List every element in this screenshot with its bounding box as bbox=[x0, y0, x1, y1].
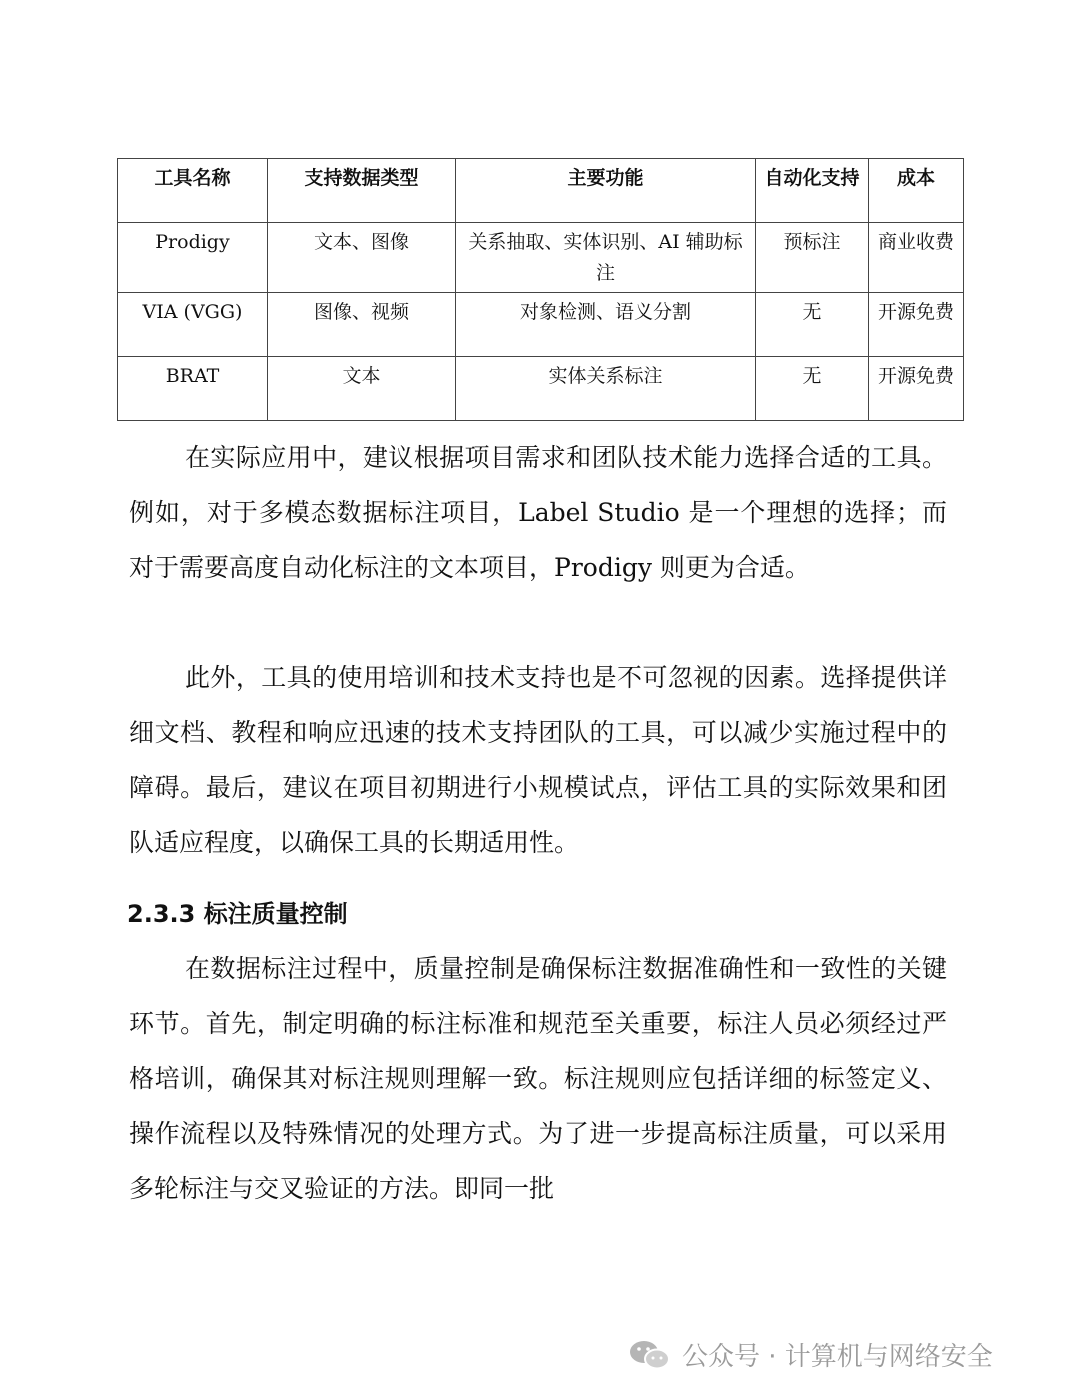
table-header-row bbox=[118, 159, 964, 223]
cell-tool-name: BRAT bbox=[118, 357, 268, 421]
paragraph-training-support: 此外，工具的使用培训和技术支持也是不可忽视的因素。选择提供详细文档、教程和响应迅速的技术支持团队的工具，可以减少实施过程中的障碍。最后，建议在项目初期进行小规模试点，评估工具的实际效果和团队适应程度，以确保工具的长期适用性。 bbox=[129, 663, 947, 857]
header-cost: 成本 bbox=[869, 159, 964, 223]
wechat-icon bbox=[628, 1338, 672, 1372]
table-row bbox=[118, 357, 964, 421]
paragraph-quality-control: 在数据标注过程中，质量控制是确保标注数据准确性和一致性的关键环节。首先，制定明确的标注标准和规范至关重要，标注人员必须经过严格培训，确保其对标注规则理解一致。标注规则应包括详细的标签定义、操作流程以及特殊情况的处理方式。为了进一步提高标注质量，可以采用多轮标注与交叉验证的方法。即同一批 bbox=[129, 954, 947, 1203]
cell-cost: 商业收费 bbox=[869, 223, 964, 293]
cell-data-types: 文本、图像 bbox=[268, 223, 456, 293]
cell-tool-name: Prodigy bbox=[118, 223, 268, 293]
cell-automation: 预标注 bbox=[756, 223, 869, 293]
cell-main-functions: 实体关系标注 bbox=[456, 357, 756, 421]
cell-main-functions: 关系抽取、实体识别、AI 辅助标注 bbox=[456, 223, 756, 293]
cell-automation: 无 bbox=[756, 357, 869, 421]
cell-main-functions: 对象检测、语义分割 bbox=[456, 293, 756, 357]
header-tool-name: 工具名称 bbox=[118, 159, 268, 223]
watermark bbox=[628, 1336, 993, 1373]
paragraph-tool-recommendation: 在实际应用中，建议根据项目需求和团队技术能力选择合适的工具。例如，对于多模态数据标注项目，Label Studio 是一个理想的选择；而对于需要高度自动化标注的文本项目，Prodigy 则更为合适。 bbox=[129, 443, 947, 582]
section-heading: 2.3.3 标注质量控制 bbox=[127, 900, 348, 928]
cell-data-types: 图像、视频 bbox=[268, 293, 456, 357]
cell-cost: 开源免费 bbox=[869, 293, 964, 357]
header-automation: 自动化支持 bbox=[756, 159, 869, 223]
cell-automation: 无 bbox=[756, 293, 869, 357]
cell-data-types: 文本 bbox=[268, 357, 456, 421]
cell-tool-name: VIA (VGG) bbox=[118, 293, 268, 357]
watermark-text: 公众号 · 计算机与网络安全 bbox=[682, 1342, 993, 1372]
table-row bbox=[118, 223, 964, 293]
header-data-types: 支持数据类型 bbox=[268, 159, 456, 223]
header-main-functions: 主要功能 bbox=[456, 159, 756, 223]
cell-cost: 开源免费 bbox=[869, 357, 964, 421]
tools-comparison-table bbox=[117, 158, 964, 421]
table-row bbox=[118, 293, 964, 357]
